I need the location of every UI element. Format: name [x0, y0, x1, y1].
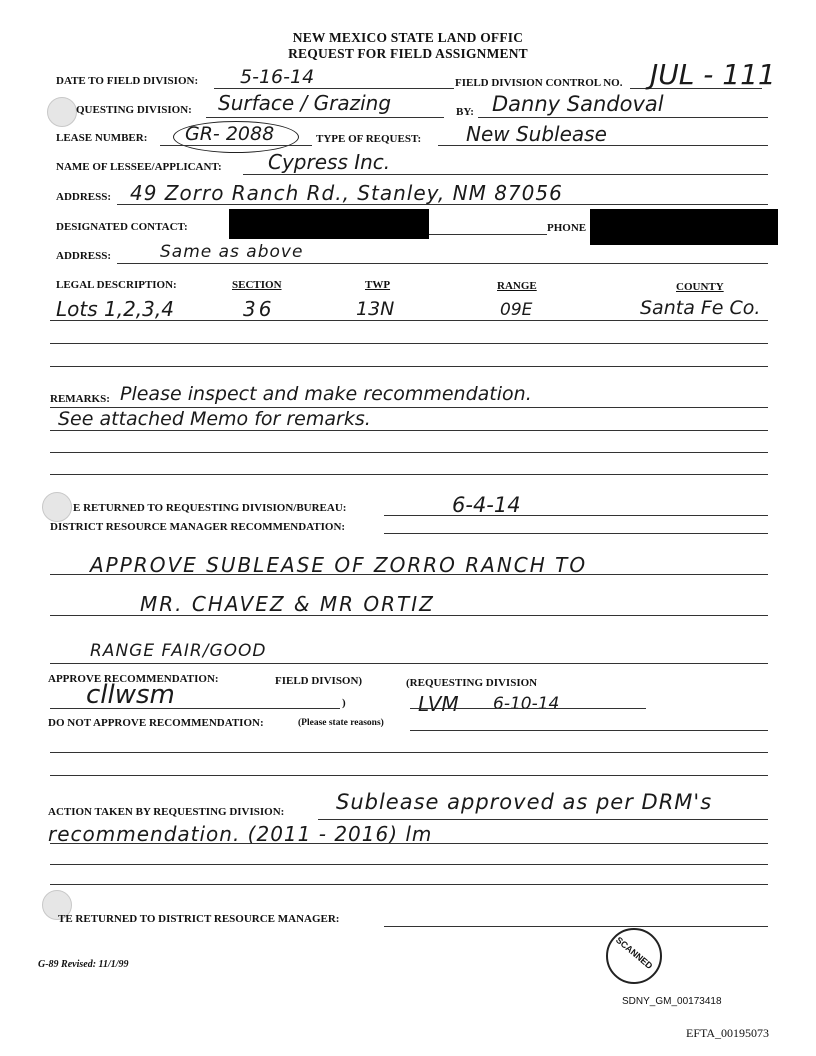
requesting-division-line [206, 117, 444, 118]
date-returned-req-label: E RETURNED TO REQUESTING DIVISION/BUREAU: [73, 502, 347, 514]
drm-rule-2 [50, 615, 768, 616]
efta-id: EFTA_00195073 [686, 1026, 770, 1040]
req-signature-line [410, 708, 646, 709]
do-not-approve-line [410, 730, 768, 731]
requesting-division-sig-label: (REQUESTING DIVISION [406, 677, 538, 689]
scanned-stamp [606, 928, 662, 984]
req-signature: LVM [418, 692, 459, 716]
action-rule-1 [318, 819, 768, 820]
drm-rule-1 [50, 574, 768, 575]
requesting-division-label: QUESTING DIVISION: [76, 104, 192, 116]
field-control-value: JUL - 111 [650, 58, 776, 91]
remarks-rule-4 [50, 474, 768, 475]
lessee-name-line [243, 174, 768, 175]
drm-line1: APPROVE SUBLEASE OF ZORRO RANCH TO [90, 553, 588, 577]
remarks-rule-3 [50, 452, 768, 453]
scanned-stamp-text: SCANNED [613, 934, 655, 972]
req-signature-date: 6-10-14 [493, 694, 560, 714]
lessee-name-value: Cypress Inc. [268, 150, 391, 174]
county-header: COUNTY [676, 281, 724, 293]
doc-bates-id: SDNY_GM_00173418 [622, 996, 722, 1007]
by-label: BY: [456, 106, 474, 118]
twp-header: TWP [365, 279, 391, 291]
drm-line3: RANGE FAIR/GOOD [90, 641, 267, 661]
action-rule-4 [50, 884, 768, 885]
date-returned-drm-label: TE RETURNED TO DISTRICT RESOURCE MANAGER: [58, 913, 340, 925]
drm-line2: MR. CHAVEZ & MR ORTIZ [140, 592, 435, 616]
form-header-agency: NEW MEXICO STATE LAND OFFIC [292, 30, 524, 45]
twp-value: 13N [356, 298, 395, 320]
field-division-label: FIELD DIVISON) [275, 675, 363, 687]
redaction-phone [590, 209, 778, 245]
date-returned-req-value: 6-4-14 [452, 493, 521, 517]
legal-description-label: LEGAL DESCRIPTION: [56, 279, 177, 291]
date-returned-drm-line [384, 926, 768, 927]
designated-contact-label: DESIGNATED CONTACT: [56, 221, 188, 233]
type-of-request-value: New Sublease [466, 122, 607, 146]
requesting-division-value: Surface / Grazing [218, 91, 392, 115]
section-value: 36 [243, 297, 275, 321]
phone-label: PHONE [547, 222, 587, 234]
field-control-label: FIELD DIVISION CONTROL NO. [455, 77, 623, 89]
lease-number-line [160, 145, 312, 146]
address-value: 49 Zorro Ranch Rd., Stanley, NM 87056 [130, 181, 563, 205]
legal-lots-value: Lots 1,2,3,4 [56, 297, 174, 321]
form-revision: G-89 Revised: 11/1/99 [38, 959, 129, 970]
remarks-line1: Please inspect and make recommendation. [120, 383, 532, 405]
address2-label: ADDRESS: [56, 250, 112, 262]
do-not-approve-rule-1 [50, 752, 768, 753]
date-returned-req-line [384, 515, 768, 516]
by-value: Danny Sandoval [492, 92, 664, 116]
section-header: SECTION [232, 279, 282, 291]
legal-line-2 [50, 343, 768, 344]
punch-hole-top [47, 97, 77, 127]
action-taken-label: ACTION TAKEN BY REQUESTING DIVISION: [48, 806, 285, 818]
date-to-field-label: DATE TO FIELD DIVISION: [56, 75, 199, 87]
approve-recommendation-label: APPROVE RECOMMENDATION: [48, 673, 219, 685]
action-rule-2 [50, 843, 768, 844]
form-header-title: REQUEST FOR FIELD ASSIGNMENT [288, 46, 528, 61]
range-value: 09E [500, 300, 533, 320]
action-rule-3 [50, 864, 768, 865]
action-line2: recommendation. (2011 - 2016) lm [48, 822, 433, 846]
legal-line-1 [50, 320, 768, 321]
please-state-reasons: (Please state reasons) [298, 718, 384, 728]
range-header: RANGE [497, 280, 537, 292]
redaction-contact [229, 209, 429, 239]
field-signature: cllwsm [86, 680, 175, 710]
date-to-field-value: 5-16-14 [240, 66, 315, 88]
punch-hole-middle [42, 492, 72, 522]
address2-value: Same as above [160, 242, 304, 262]
remarks-rule-2 [50, 430, 768, 431]
paren-close: ) [342, 697, 346, 709]
do-not-approve-rule-2 [50, 775, 768, 776]
address-label: ADDRESS: [56, 191, 112, 203]
date-to-field-line [214, 88, 454, 89]
action-line1: Sublease approved as per DRM's [336, 790, 713, 814]
drm-rule-3 [50, 663, 768, 664]
lease-number-value: GR- 2088 [185, 123, 275, 145]
legal-line-3 [50, 366, 768, 367]
designated-contact-line [429, 234, 547, 235]
remarks-line2: See attached Memo for remarks. [58, 408, 371, 430]
county-value: Santa Fe Co. [640, 297, 761, 319]
address2-line [117, 263, 768, 264]
do-not-approve-label: DO NOT APPROVE RECOMMENDATION: [48, 717, 264, 729]
drm-recommendation-label: DISTRICT RESOURCE MANAGER RECOMMENDATION: [50, 521, 346, 533]
drm-recommendation-line [384, 533, 768, 534]
lessee-name-label: NAME OF LESSEE/APPLICANT: [56, 161, 222, 173]
type-of-request-label: TYPE OF REQUEST: [316, 133, 422, 145]
by-line [478, 117, 768, 118]
remarks-label: REMARKS: [50, 393, 110, 405]
field-signature-line [50, 708, 340, 709]
lease-number-label: LEASE NUMBER: [56, 132, 148, 144]
